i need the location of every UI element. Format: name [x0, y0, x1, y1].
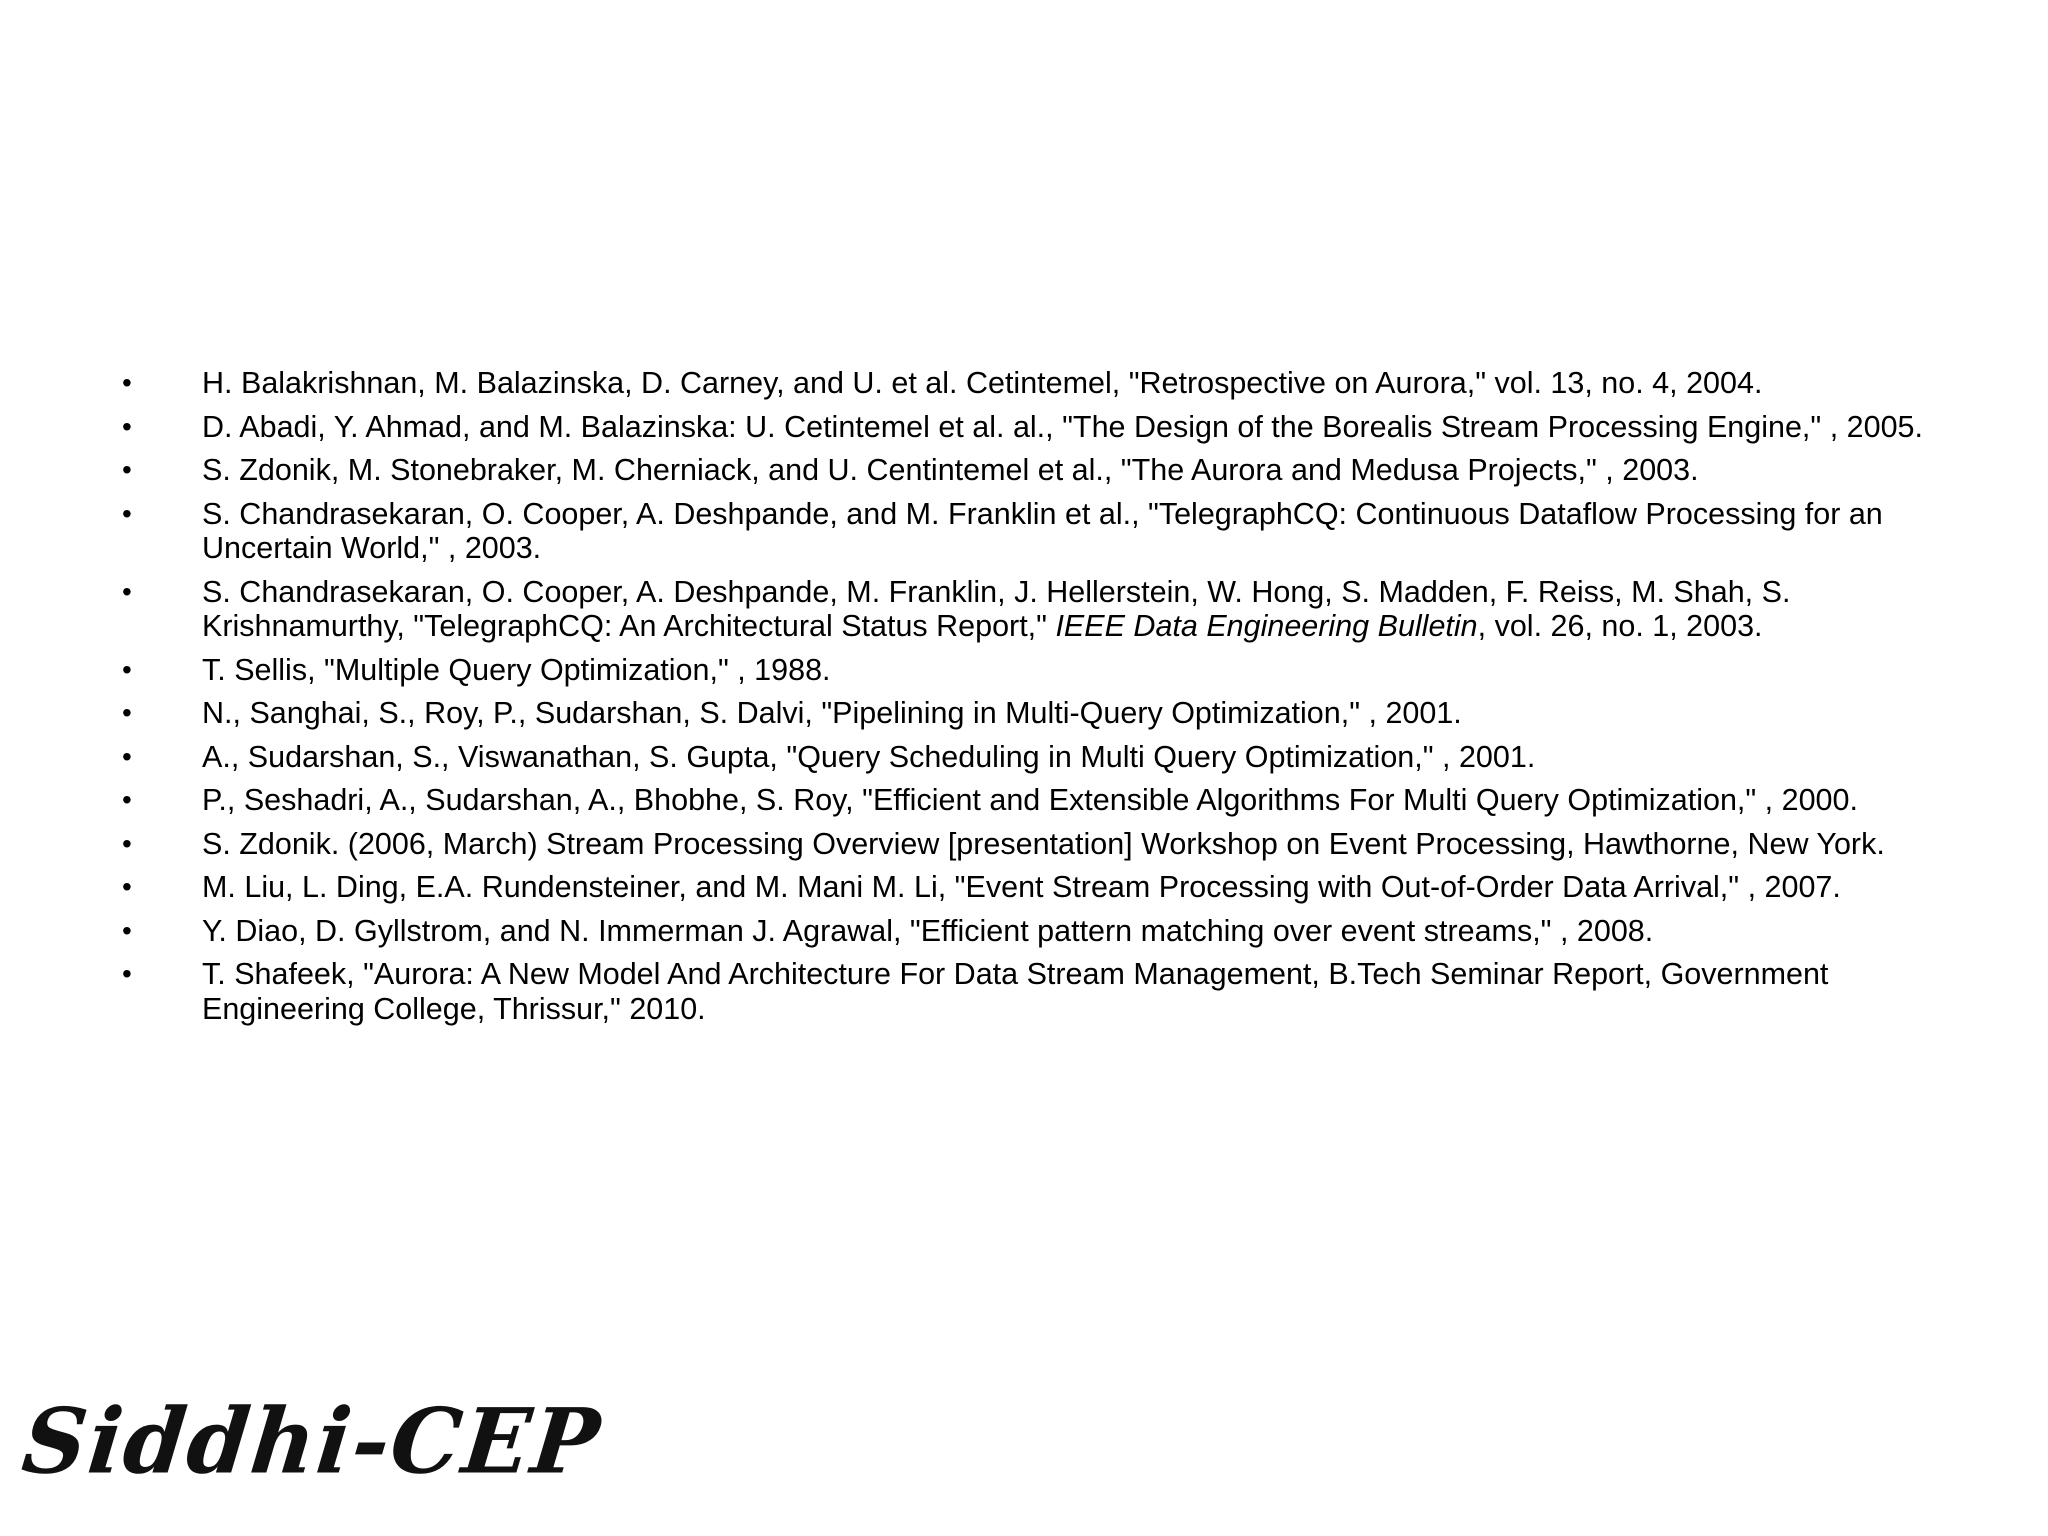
reference-text: S. Zdonik, M. Stonebraker, M. Cherniack, and U. Centintemel et al., "The Aurora and Medusa Projects," , 2003. — [202, 453, 1699, 487]
reference-item — [122, 914, 1962, 949]
bullet-icon: • — [122, 784, 132, 815]
reference-list — [122, 366, 1962, 1035]
reference-text: P., Seshadri, A., Sudarshan, A., Bhobhe, S. Roy, "Efficient and Extensible Algorithms For Multi Query Optimization," , 2000. — [202, 783, 1858, 817]
reference-text: T. Shafeek, "Aurora: A New Model And Architecture For Data Stream Management, B.Tech Seminar Report, Government Engineering College, Thrissur," 2010. — [202, 957, 1829, 1026]
reference-item — [122, 497, 1962, 566]
bullet-icon: • — [122, 958, 132, 989]
bullet-icon: • — [122, 653, 132, 685]
bullet-icon: • — [122, 871, 132, 902]
bullet-icon: • — [122, 827, 132, 859]
reference-text: S. Chandrasekaran, O. Cooper, A. Deshpande, and M. Franklin et al., "TelegraphCQ: Continuous Dataflow Processing for an Uncertain World," , 2003. — [202, 496, 1883, 565]
reference-item — [122, 827, 1962, 862]
reference-text: Y. Diao, D. Gyllstrom, and N. Immerman J. Agrawal, "Efficient pattern matching over event streams," , 2008. — [202, 913, 1654, 948]
bullet-icon: • — [122, 410, 132, 442]
journal-title: IEEE Data Engineering Bulletin — [1055, 609, 1478, 643]
bullet-icon: • — [122, 497, 132, 529]
reference-item — [122, 783, 1962, 818]
reference-item — [122, 575, 1962, 644]
reference-text: S. Zdonik. (2006, March) Stream Processing Overview [presentation] Workshop on Event Processing, Hawthorne, New York. — [202, 826, 1885, 861]
siddhi-cep-logo — [17, 1387, 607, 1495]
reference-text: T. Sellis, "Multiple Query Optimization," , 1988. — [202, 652, 831, 687]
bullet-icon: • — [122, 575, 132, 607]
reference-item — [122, 366, 1962, 401]
reference-item — [122, 453, 1962, 488]
reference-item — [122, 696, 1962, 731]
reference-item — [122, 653, 1962, 688]
reference-item — [122, 870, 1962, 905]
bullet-icon: • — [122, 914, 132, 946]
bullet-icon: • — [122, 740, 132, 772]
reference-text: S. Chandrasekaran, O. Cooper, A. Deshpande, M. Franklin, J. Hellerstein, W. Hong, S. Madden, F. Reiss, M. Shah, S. Krishnamurthy, "TelegraphCQ: An Architectural Status Report," — [202, 574, 1791, 643]
reference-item — [122, 740, 1962, 775]
reference-text: M. Liu, L. Ding, E.A. Rundensteiner, and M. Mani M. Li, "Event Stream Processing with Out-of-Order Data Arrival," , 2007. — [202, 870, 1841, 904]
bullet-icon: • — [122, 454, 132, 485]
reference-text: N., Sanghai, S., Roy, P., Sudarshan, S. Dalvi, "Pipelining in Multi-Query Optimization," , 2001. — [202, 696, 1462, 730]
reference-text: H. Balakrishnan, M. Balazinska, D. Carney, and U. et al. Cetintemel, "Retrospective on Aurora," vol. 13, no. 4, 2004. — [202, 366, 1763, 400]
reference-item — [122, 410, 1962, 445]
reference-text: D. Abadi, Y. Ahmad, and M. Balazinska: U. Cetintemel et al. al., "The Design of the Borealis Stream Processing Engine," , 2005. — [202, 409, 1923, 444]
reference-item — [122, 957, 1962, 1026]
reference-text: , vol. 26, no. 1, 2003. — [1477, 609, 1763, 643]
bullet-icon: • — [122, 697, 132, 728]
logo-text: Siddhi-CEP — [17, 1387, 607, 1495]
bullet-icon: • — [122, 367, 132, 398]
reference-text: A., Sudarshan, S., Viswanathan, S. Gupta, "Query Scheduling in Multi Query Optimization," , 2001. — [202, 739, 1536, 774]
